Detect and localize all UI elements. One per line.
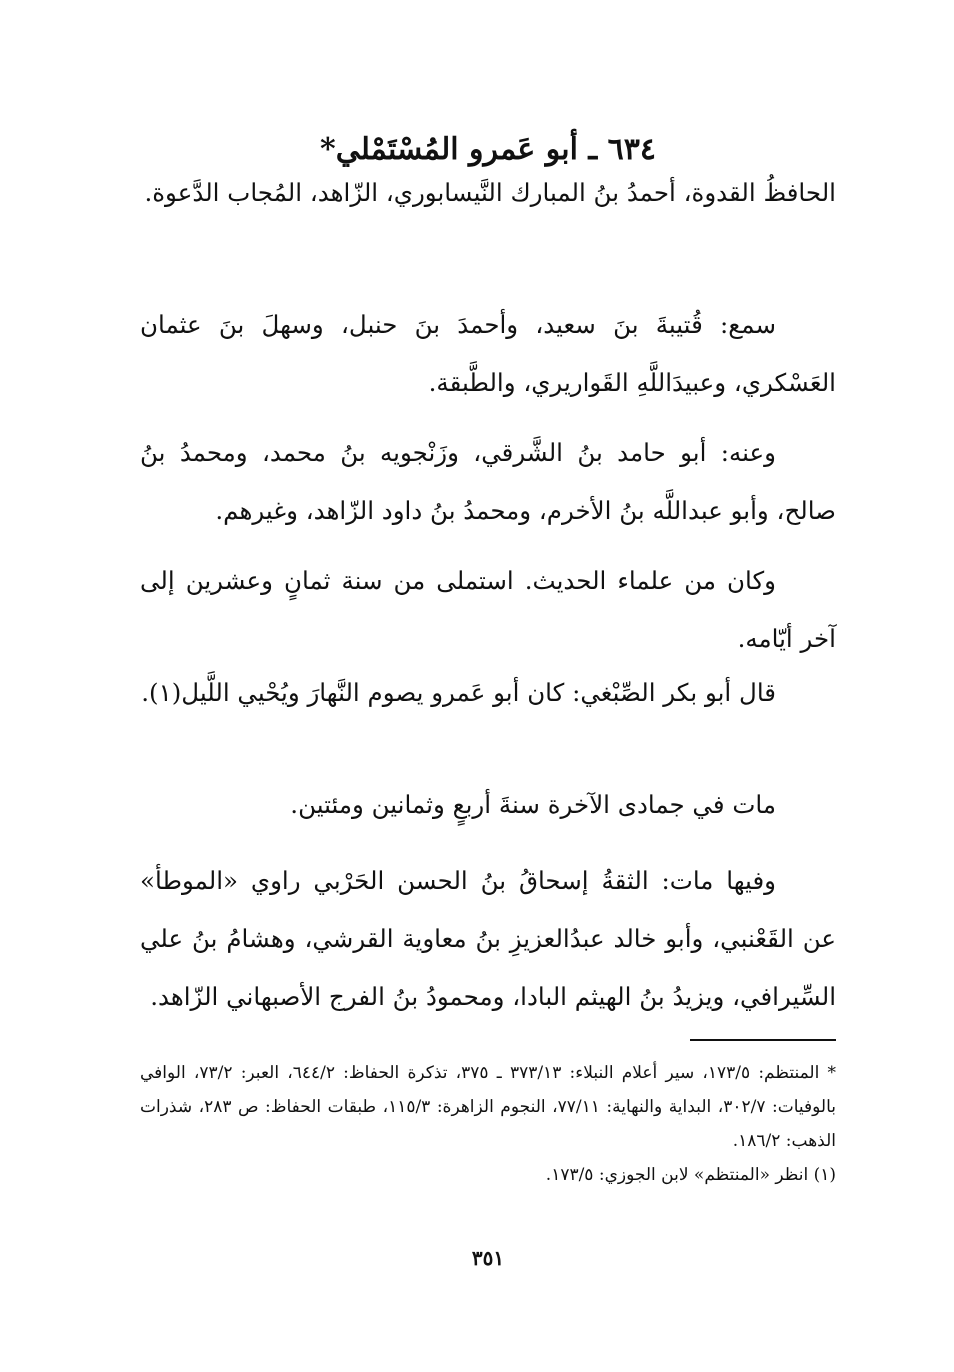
- entry-title: ٦٣٤ ـ أبو عَمرو المُسْتَمْلي*: [320, 132, 656, 168]
- paragraph-scholarship: وكان من علماء الحديث. استملى من سنة ثمانٍ وعشرين إلى آخر أيّامه.: [140, 566, 836, 653]
- paragraph-biography: الحافظُ القدوة، أحمدُ بنُ المبارك النَّيسابوري، الزّاهد، المُجاب الدَّعوة.: [144, 178, 836, 207]
- paragraph-death: مات في جمادى الآخرة سنةَ أربعٍ وثمانين ومئتين.: [290, 790, 776, 819]
- page-number: ٣٥١: [471, 1246, 505, 1270]
- paragraph-students: وعنه: أبو حامد بنُ الشَّرقي، وزَنْجويه بنُ محمد، ومحمدُ بنُ صالح، وأبو عبداللَّه بنُ الأخرم، ومحمدُ بنُ داود الزّاهد، وغيرهم.: [140, 438, 836, 525]
- footnote-divider: [690, 1039, 836, 1041]
- footnote-1: (١) انظر «المنتظم» لابن الجوزي: ١٧٣/٥.: [545, 1165, 836, 1185]
- paragraph-quote: قال أبو بكر الصِّبْغي: كان أبو عَمرو يصوم النَّهارَ ويُحْيي اللَّيل(١).: [141, 678, 776, 707]
- footnote-sources: * المنتظم: ١٧٣/٥، سير أعلام النبلاء: ٣٧٣/١٣ ـ ٣٧٥، تذكرة الحفاظ: ٦٤٤/٢، العبر: ٧٣/٢، الوافي بالوفيات: ٣٠٢/٧، البداية والنهاية: ٧٧/١١، النجوم الزاهرة: ١١٥/٣، طبقات الحفاظ: ص ٢٨٣، شذرات الذهب: ١٨٦/٢.: [140, 1063, 837, 1151]
- paragraph-teachers: سمع: قُتيبةَ بنَ سعيد، وأحمدَ بنَ حنبل، وسهلَ بنَ عثمان العَسْكري، وعبيدَاللَّهِ القَواريري، والطَّبقة.: [140, 310, 836, 397]
- paragraph-same-year-deaths: وفيها مات: الثقةُ إسحاقُ بنُ الحسن الحَرْبي راوي «الموطأ» عن القَعْنبي، وأبو خالد عبدُالعزيزِ بنُ معاوية القرشي، وهشامُ بنُ علي السِّيرافي، ويزيدُ بنُ الهيثم البادا، ومحمودُ بنُ الفرج الأصبهاني الزّاهد.: [140, 866, 836, 1011]
- footnotes: [140, 1056, 836, 1192]
